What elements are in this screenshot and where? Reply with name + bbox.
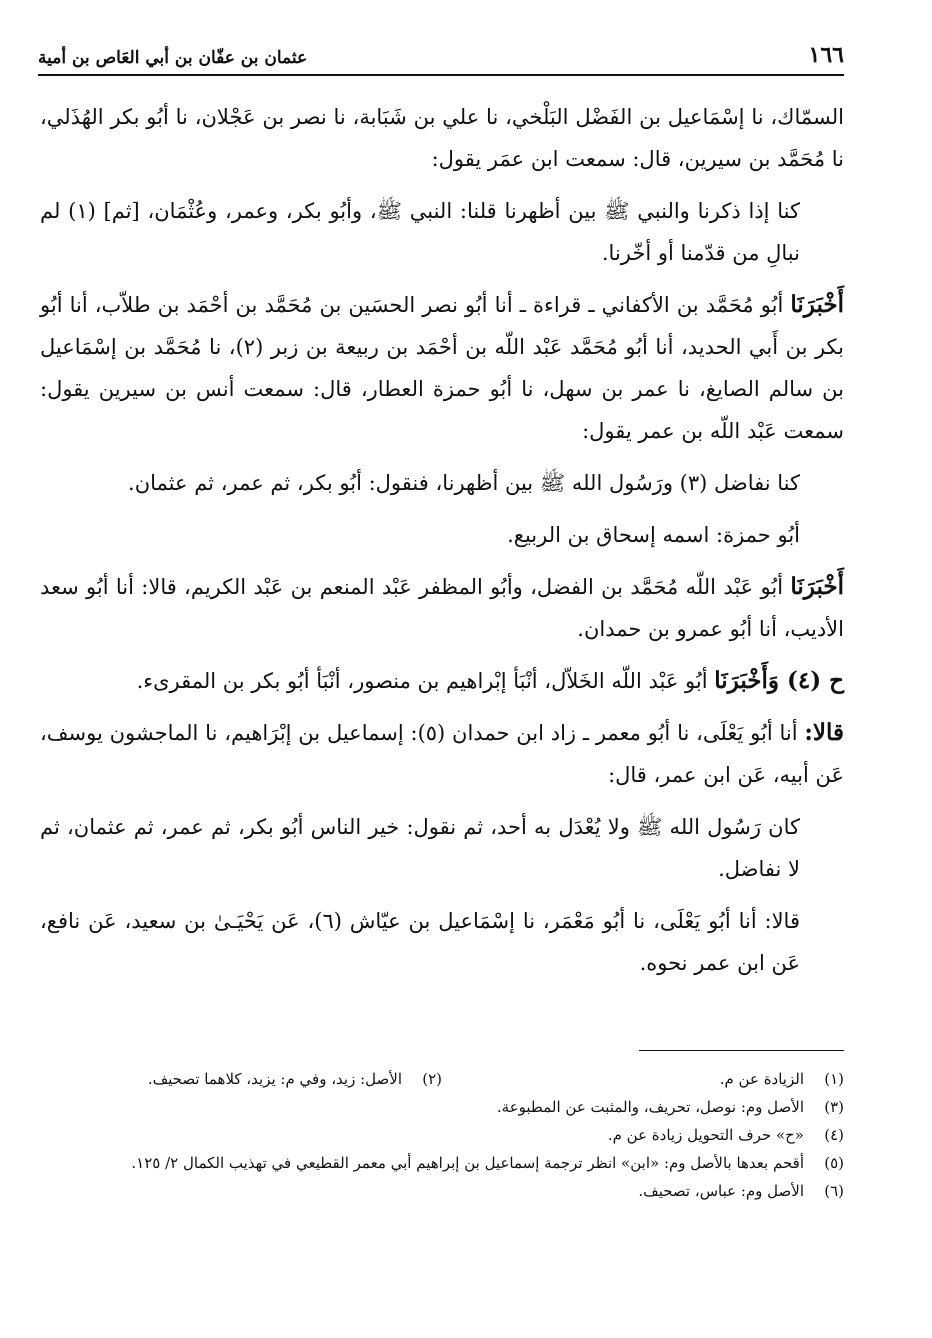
running-title: عثمان بن عفّان بن أبي العَاص بن أمية	[38, 48, 308, 68]
footnote-text: «ح» حرف التحويل زيادة عن م.	[607, 1126, 804, 1144]
footnote-number: (٤)	[824, 1126, 844, 1144]
footnote-number: (٢)	[422, 1070, 442, 1088]
paragraph-lead: أَخْبَرَنَا	[790, 573, 844, 600]
page-number: ١٦٦	[808, 42, 844, 68]
paragraph-lead: ح (٤) وَأَخْبَرَنَا	[714, 667, 844, 694]
paragraph-lead: أَخْبَرَنَا	[790, 291, 844, 318]
footnote-number: (٣)	[824, 1098, 844, 1116]
paragraph-2	[40, 190, 844, 274]
footnote-number: (١)	[824, 1070, 844, 1088]
paragraph-text: كنا نفاضل (٣) ورَسُول الله ﷺ بين أظهرنا، فنقول: أبُو بكر، ثم عمر، ثم عثمان.	[128, 471, 800, 495]
paragraph-text: كنا إذا ذكرنا والنبي ﷺ بين أظهرنا قلنا: النبي ﷺ، وأبُو بكر، وعمر، وعُثْمَان، [ثم] (١) لم نبالِ من قدّمنا أو أخّرنا.	[40, 199, 800, 265]
paragraph-text: السمّاك، نا إسْمَاعيل بن الفَضْل البَلْخي، نا علي بن شَبَابة، نا نصر بن عَجْلان، نا أبُو بكر الهُذَلي، نا مُحَمَّد بن سيرين، قال: سمعت ابن عمَر يقول:	[40, 105, 844, 171]
footnote-text: الأصل وم: عباس، تصحيف.	[638, 1182, 804, 1200]
paragraph-lead: قالا:	[804, 719, 844, 746]
paragraph-4	[40, 462, 844, 504]
footnote-number: (٦)	[824, 1182, 844, 1200]
paragraph-10	[40, 900, 844, 984]
paragraph-9	[40, 806, 844, 890]
paragraph-3	[40, 284, 844, 452]
footnote-5	[40, 1149, 844, 1177]
footnote-6	[40, 1177, 844, 1205]
paragraph-1	[40, 96, 844, 180]
footnote-number: (٥)	[824, 1154, 844, 1172]
paragraph-text: أبُو عَبْد اللّه الخَلاّل، أنْبَأ إبْراهيم بن منصور، أنْبَأ أبُو بكر بن المقرىء.	[136, 669, 715, 693]
paragraph-6	[40, 566, 844, 650]
paragraph-text: أبُو عَبْد اللّه مُحَمَّد بن الفضل، وأبُو المظفر عَبْد المنعم بن عَبْد الكريم، قالا: أنا أبُو سعد الأديب، أنا أبُو عمرو بن حمدان.	[40, 575, 844, 641]
page-header	[38, 40, 844, 76]
footnote-text: الزيادة عن م.	[719, 1070, 804, 1088]
paragraph-7	[40, 660, 844, 702]
paragraph-8	[40, 712, 844, 796]
paragraph-text: أبُو حمزة: اسمه إسحاق بن الربيع.	[507, 523, 800, 547]
paragraph-5	[40, 514, 844, 556]
footnote-text: أقحم بعدها بالأصل وم: «ابن» انظر ترجمة إسماعيل بن إبراهيم أبي معمر القطيعي في تهذيب الكمال ٢/ ١٢٥.	[131, 1154, 804, 1172]
footnote-text: الأصل وم: نوصل، تحريف، والمثبت عن المطبوعة.	[496, 1098, 804, 1116]
paragraph-text: قالا: أنا أبُو يَعْلَى، نا أبُو مَعْمَر، نا إسْمَاعيل بن عيّاش (٦)، عَن يَحْيَـىٰ بن سعيد، عَن نافع، عَن ابن عمر نحوه.	[40, 909, 800, 975]
main-text	[40, 96, 844, 994]
paragraph-text: أنا أبُو يَعْلَى، نا أبُو معمر ـ زاد ابن حمدان (٥): إسماعيل بن إبْرَاهيم، نا الماجشون يوسف، عَن أبيه، عَن ابن عمر، قال:	[40, 721, 844, 787]
footnote-2	[40, 1065, 442, 1093]
footnote-text: الأصل: زيد، وفي م: يزيد، كلاهما تصحيف.	[147, 1070, 402, 1088]
paragraph-text: أبُو مُحَمَّد بن الأكفاني ـ قراءة ـ أنا أبُو نصر الحسَين بن مُحَمَّد بن أحْمَد بن طلاّب، أنا أبُو بكر بن أَبي الحديد، أنا أبُو مُحَمَّد عَبْد اللّه بن أحْمَد بن ربيعة بن زبر (٢)، نا مُحَمَّد بن إسْمَاعيل بن سالم الصايغ، نا عمر بن سهل، نا أبُو حمزة العطار، قال: سمعت أنس بن سيرين يقول: سمعت عَبْد اللّه بن عمر يقول:	[40, 293, 844, 443]
footnote-3	[40, 1093, 844, 1121]
footnote-separator	[639, 1050, 844, 1051]
footnote-row	[40, 1065, 844, 1093]
footnote-1	[442, 1065, 844, 1093]
footnote-4	[40, 1121, 844, 1149]
paragraph-text: كان رَسُول الله ﷺ ولا يُعْدَل به أحد، ثم نقول: خير الناس أبُو بكر، ثم عمر، ثم عثمان، ثم لا نفاضل.	[40, 815, 800, 881]
footnotes	[40, 1065, 844, 1205]
